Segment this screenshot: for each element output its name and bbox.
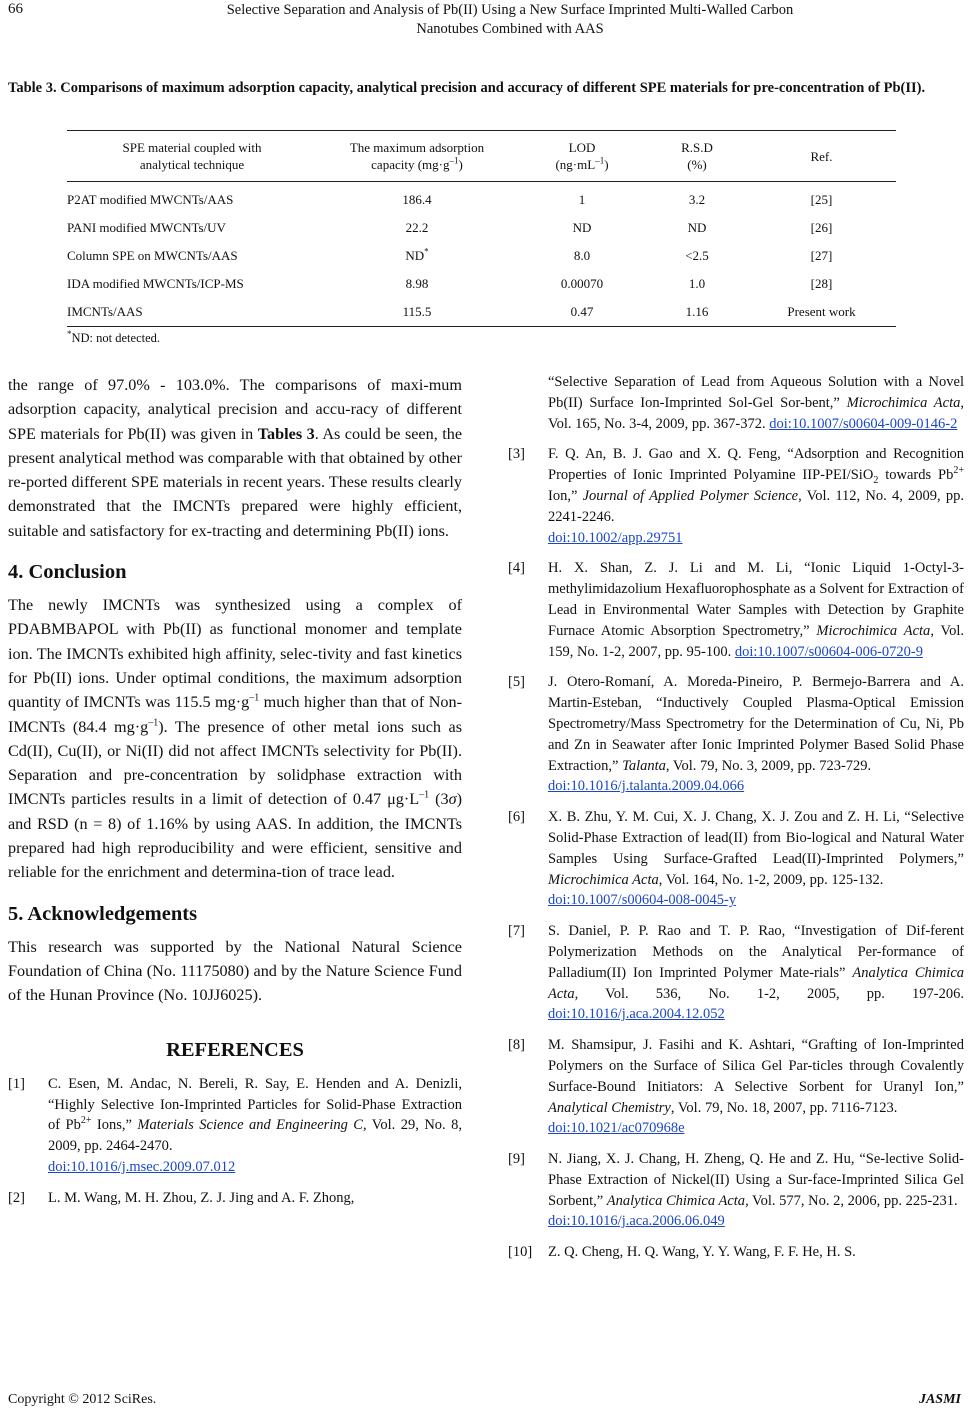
- running-header-line2: Nanotubes Combined with AAS: [416, 21, 604, 37]
- table-row: [67, 182, 896, 215]
- doi-link[interactable]: doi:10.1007/s00604-008-0045-y: [548, 892, 737, 909]
- cell-capacity: 115.5: [317, 298, 517, 327]
- cell-lod: ND: [572, 220, 592, 235]
- left-column: [8, 373, 462, 1209]
- reference-item: [10] Z. Q. Cheng, H. Q. Wang, Y. Y. Wang, F. F. He, H. S.: [508, 1244, 856, 1261]
- reference-item: [2] L. M. Wang, M. H. Zhou, Z. J. Jing and A. F. Zhong,: [8, 1189, 355, 1206]
- references-heading: REFERENCES: [166, 1038, 304, 1061]
- journal-footer: JASMI: [918, 1392, 961, 1407]
- cell-rsd: 1.16: [647, 298, 747, 327]
- doi-link[interactable]: doi:10.1016/j.talanta.2009.04.066: [548, 778, 745, 795]
- cell-material: Column SPE on MWCNTs/AAS: [67, 248, 238, 263]
- cell-lod: 0.00070: [560, 276, 604, 291]
- cell-capacity: ND*: [405, 246, 429, 263]
- cell-lod: 8.0: [573, 248, 591, 263]
- cell-capacity: 22.2: [405, 220, 429, 235]
- cell-ref: Present work: [747, 298, 896, 327]
- col-header-lod: LOD $(ng\cdot mL^{-1})$: [517, 131, 647, 182]
- table-row: [67, 242, 896, 270]
- reference-item: [9] N. Jiang, X. J. Chang, H. Zheng, Q. He and Z. Hu, “Se-lective Solid-Phase Extraction of Nickel(II) Using a Sur-face-Imprinted Silica Gel Sorbent,” Analytica Chimica Acta, Vol. 577, No. 2, 2006, pp. 225-231. doi:10.1016/j.aca.2006.06.049: [508, 1151, 964, 1230]
- cell-ref: [27]: [810, 248, 833, 263]
- running-header-line1: Selective Separation and Analysis of Pb(II) Using a New Surface Imprinted Multi-Walled Carbon: [226, 2, 794, 18]
- col-header-material: SPE material coupled with analytical technique: [67, 131, 317, 182]
- running-header: [120, 1, 900, 39]
- doi-link[interactable]: doi:10.1007/s00604-006-0720-9: [734, 643, 923, 660]
- cell-rsd: 1.0: [688, 276, 706, 291]
- doi-link[interactable]: doi:10.1007/s00604-009-0146-2: [769, 415, 958, 432]
- results-paragraph: the range of 97.0% - 103.0%. The comparisons of maxi-mum adsorption capacity, analytical precision and accu-racy of different SPE materials for Pb(II) was given in Tables 3. As could be seen, the present analytical method was comparable with that obtained by other re-ported different SPE materials in recent years. These results clearly demonstrated that the IMCNTs prepared were highly efficient, suitable and satisfactory for ex-tracting and determining Pb(II) ions.: [8, 376, 462, 540]
- cell-capacity: 186.4: [402, 192, 432, 207]
- cell-material: IMCNTs/AAS: [67, 298, 317, 327]
- doi-link[interactable]: doi:10.1016/j.aca.2006.06.049: [548, 1213, 725, 1230]
- cell-capacity: 8.98: [405, 276, 429, 291]
- reference-item: [3] F. Q. An, B. J. Gao and X. Q. Feng, “Adsorption and Recognition Properties of Ionic Imprinted Polyamine IIP-PEI/SiO$_2$ towards $Pb^{2+}$ Ion,” Journal of Applied Polymer Science, Vol. 112, No. 4, 2009, pp. 2241-2246. doi:10.1002/app.29751: [508, 446, 964, 546]
- reference-item: [8] M. Shamsipur, J. Fasihi and K. Ashtari, “Grafting of Ion-Imprinted Polymers on the Surface of Silica Gel Par-ticles through Covalently Surface-Bound Initiators: A Selective Sorbent for Uranyl Ion,” Analytical Chemistry, Vol. 79, No. 18, 2007, pp. 7116-7123. doi:10.1021/ac070968e: [508, 1037, 964, 1137]
- conclusion-heading: 4. Conclusion: [8, 561, 127, 584]
- reference-item: [1] C. Esen, M. Andac, N. Bereli, R. Say, E. Henden and A. Denizli, “Highly Selective Ion-Imprinted Particles for Solid-Phase Extraction of $Pb^{2+}$ Ions,” Materials Science and Engineering C, Vol. 29, No. 8, 2009, pp. 2464-2470. doi:10.1016/j.msec.2009.07.012: [8, 1075, 462, 1176]
- doi-link[interactable]: doi:10.1016/j.aca.2004.12.052: [548, 1006, 725, 1023]
- reference-item: [7] S. Daniel, P. P. Rao and T. P. Rao, “Investigation of Dif-ferent Polymerization Methods on the Analytical Per-formance of Palladium(II) Ion Imprinted Polymer Mate-rials” Analytica Chimica Acta, Vol. 536, No. 1-2, 2005, pp. 197-206. doi:10.1016/j.aca.2004.12.052: [508, 923, 965, 1023]
- doi-link[interactable]: doi:10.1002/app.29751: [548, 529, 683, 546]
- reference-item: [4] H. X. Shan, Z. J. Li and M. Li, “Ionic Liquid 1-Octyl-3-methylimidazolium Hexafluorophosphate as a Solvent for Extraction of Lead in Environmental Water Samples with Detection by Graphite Furnace Atomic Absorption Spectrometry,” Microchimica Acta, Vol. 159, No. 1-2, 2007, pp. 95-100. doi:10.1007/s00604-006-0720-9: [508, 560, 965, 660]
- cell-ref: [25]: [810, 192, 833, 207]
- col-header-rsd: R.S.D (%): [647, 131, 747, 182]
- cell-ref: [26]: [810, 220, 833, 235]
- cell-lod: 1: [578, 192, 586, 207]
- table-row: [67, 270, 896, 298]
- reference-item: [5] J. Otero-Romaní, A. Moreda-Pineiro, P. Bermejo-Barrera and A. Martin-Esteban, “Inductively Coupled Plasma-Optical Emission Spectrometry/Mass Spectrometry for the Determination of Cu, Ni, Pb and Zn in Seawater after Ionic Imprinted Polymer Based Solid Phase Extraction,” Talanta, Vol. 79, No. 3, 2009, pp. 723-729. doi:10.1016/j.talanta.2009.04.066: [508, 674, 964, 795]
- table-footnote: *ND: not detected.: [67, 328, 161, 345]
- table-row: [67, 298, 896, 327]
- cell-rsd: ND: [687, 220, 707, 235]
- col-header-capacity: The maximum adsorption capacity $(mg\cdot g^{-1})$: [317, 131, 517, 182]
- cell-material: PANI modified MWCNTs/UV: [67, 220, 226, 235]
- copyright-footer: Copyright © 2012 SciRes.: [8, 1392, 157, 1407]
- col-header-ref: Ref.: [747, 131, 896, 182]
- table-row: [67, 214, 896, 242]
- reference-item: [6] X. B. Zhu, Y. M. Cui, X. J. Chang, X. J. Zou and Z. H. Li, “Selective Solid-Phase Extraction of lead(II) from Bio-logical and Natural Water Samples Using Surface-Grafted Lead(II)-Imprinted Polymers,” Microchimica Acta, Vol. 164, No. 1-2, 2009, pp. 125-132. doi:10.1007/s00604-008-0045-y: [508, 809, 964, 909]
- page-number: 66: [8, 1, 23, 17]
- cell-rsd: <2.5: [685, 248, 709, 263]
- right-column: [508, 373, 964, 1263]
- acknowledgements-paragraph: This research was supported by the National Natural Science Foundation of China (No. 11175080) and by the Nature Science Fund of the Hunan Province (No. 10JJ6025).: [8, 937, 462, 1005]
- table-header-row: [67, 131, 896, 182]
- table-caption: Table 3. Comparisons of maximum adsorption capacity, analytical precision and accuracy of different SPE materials for pre-concentration of Pb(II).: [8, 80, 926, 96]
- acknowledgements-heading: 5. Acknowledgements: [8, 902, 198, 925]
- conclusion-paragraph: The newly IMCNTs was synthesized using a complex of PDABMBAPOL with Pb(II) as functional monomer and template ion. The IMCNTs exhibited high affinity, selec-tivity and fast kinetics for Pb(II) ions. Under optimal conditions, the maximum adsorption quantity of IMCNTs was 115.5 $mg\cdot g^{-1}$ much higher than that of Non-IMCNTs (84.4 $mg\cdot g^{-1}$). The presence of other metal ions such as Cd(II), Cu(II), or Ni(II) did not affect IMCNTs selectivity for Pb(II). Separation and pre-concentration by solidphase extraction with IMCNTs particles results in a limit of detection of 0.47 $\mu g\cdot L^{-1}$ (3σ) and RSD (n = 8) of 1.16% by using AAS. In addition, the IMCNTs prepared had high reproducibility and were efficient, sensitive and reliable for the enrichment and determina-tion of trace lead.: [8, 596, 463, 882]
- doi-link[interactable]: doi:10.1016/j.msec.2009.07.012: [48, 1159, 236, 1176]
- cell-rsd: 3.2: [688, 192, 706, 207]
- cell-ref: [28]: [810, 276, 833, 291]
- cell-material: IDA modified MWCNTs/ICP-MS: [67, 276, 244, 291]
- reference-item-continued: “Selective Separation of Lead from Aqueous Solution with a Novel Pb(II) Surface Ion-Imprinted Sol-Gel Sor-bent,” Microchimica Acta, Vol. 165, No. 3-4, 2009, pp. 367-372. doi:10.1007/s00604-009-0146-2: [548, 374, 964, 432]
- cell-material: P2AT modified MWCNTs/AAS: [67, 192, 234, 207]
- cell-lod: 0.47: [517, 298, 647, 327]
- comparison-table: [67, 130, 896, 327]
- doi-link[interactable]: doi:10.1021/ac070968e: [548, 1120, 685, 1137]
